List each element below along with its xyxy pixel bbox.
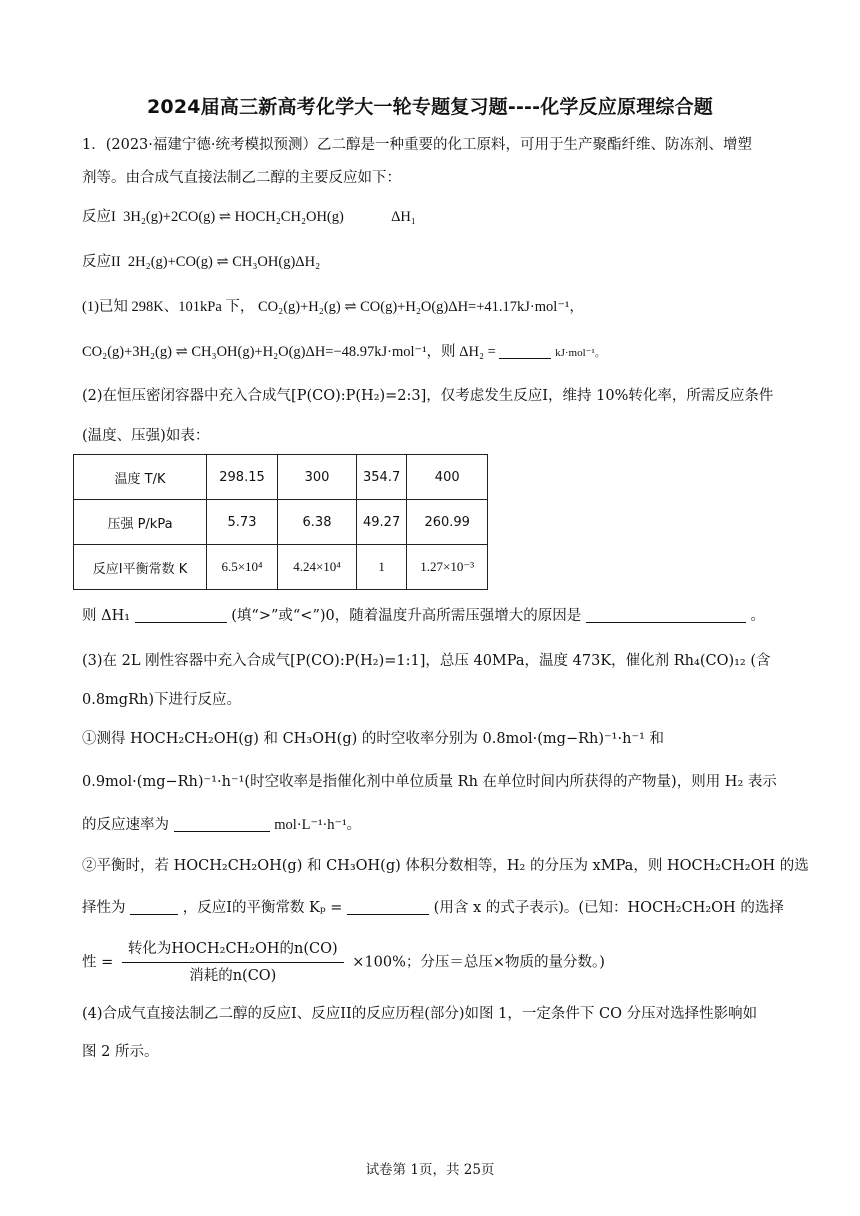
part-2-question	[82, 606, 782, 626]
part-3-line-1: (3)在 2L 刚性容器中充入合成气[P(CO):P(H₂)=1:1]，总压 40MPa，温度 473K，催化剂 Rh₄(CO)₁₂ (含	[82, 653, 771, 669]
answer-blank-sign[interactable]	[135, 606, 227, 623]
reaction-1-label: 反应I	[82, 209, 116, 225]
fraction-denominator: 消耗的n(CO)	[189, 968, 277, 984]
part-2-dh1: 则 ΔH₁	[82, 608, 131, 624]
answer-blank-rate[interactable]	[174, 815, 270, 832]
part-1-equation-1: CO₂(g)+H₂(g) ⇌ CO(g)+H₂O(g)ΔH=+41.17kJ·mol⁻¹，	[258, 299, 584, 315]
table-cell: 6.38	[278, 500, 357, 545]
period: 。	[750, 608, 765, 624]
part-3-line-6: ②平衡时，若 HOCH₂CH₂OH(g) 和 CH₃OH(g) 体积分数相等，H₂ 的分压为 xMPa，则 HOCH₂CH₂OH 的选	[82, 858, 809, 874]
table-cell: 260.99	[407, 500, 488, 545]
table-cell: 400	[407, 455, 488, 500]
part-3-line-7	[82, 898, 782, 918]
answer-blank-reason[interactable]	[586, 606, 746, 623]
part-3-line-2: 0.8mgRh)下进行反应。	[82, 692, 242, 708]
answer-blank-dh2[interactable]	[499, 342, 551, 359]
answer-blank-kp[interactable]	[347, 898, 429, 915]
part-2-line-1: (2)在恒压密闭容器中充入合成气[P(CO):P(H₂)=2:3]，仅考虑发生反应I，维持 10%转化率，所需反应条件	[82, 388, 774, 404]
rate-unit: mol·L⁻¹·h⁻¹。	[274, 817, 362, 833]
page-footer: 试卷第 1页，共 25页	[365, 1162, 495, 1178]
part-1-unit: kJ·mol⁻¹。	[555, 347, 606, 359]
part-1-equation-2: CO₂(g)+3H₂(g) ⇌ CH₃OH(g)+H₂O(g)ΔH=−48.97kJ·mol⁻¹，则 ΔH₂ =	[82, 344, 496, 360]
table-row	[74, 500, 488, 545]
page-title: 2024届高三新高考化学大一轮专题复习题----化学反应原理综合题	[146, 96, 714, 118]
formula-suffix: ×100%；分压＝总压×物质的量分数。)	[352, 954, 605, 971]
part-3-line-4: 0.9mol·(mg−Rh)⁻¹·h⁻¹(时空收率是指催化剂中单位质量 Rh 在单位时间内所获得的产物量)，则用 H₂ 表示	[82, 774, 777, 790]
table-cell: 1	[357, 545, 407, 590]
question-intro-line-2: 剂等。由合成气直接法制乙二醇的主要反应如下：	[82, 170, 401, 186]
fraction-numerator: 转化为HOCH₂CH₂OH的n(CO)	[122, 938, 344, 963]
table-cell: 298.15	[207, 455, 278, 500]
kp-note: (用含 x 的式子表示)。(已知：HOCH₂CH₂OH 的选择	[433, 900, 784, 916]
table-header-cell: 温度 T/K	[74, 455, 207, 500]
part-2-line-2: (温度、压强)如表：	[82, 428, 210, 444]
part-1-intro: (1)已知 298K、101kPa 下，	[82, 299, 255, 315]
table-cell: 300	[278, 455, 357, 500]
reaction-2-equation: 2H₂(g)+CO(g) ⇌ CH₃OH(g)ΔH₂	[127, 254, 321, 270]
answer-blank-selectivity[interactable]	[130, 898, 178, 915]
selectivity-prompt: 择性为	[82, 900, 126, 916]
selectivity-fraction	[122, 938, 344, 987]
reaction-1-dh: ΔH₁	[391, 209, 416, 225]
table-cell: 5.73	[207, 500, 278, 545]
part-4-line-2: 图 2 所示。	[82, 1044, 159, 1060]
table-cell: 4.24×10⁴	[278, 545, 357, 590]
table-header-cell: 压强 P/kPa	[74, 500, 207, 545]
table-cell: 49.27	[357, 500, 407, 545]
table-row	[74, 545, 488, 590]
part-1-line-2	[82, 342, 782, 363]
kp-prompt: ，反应I的平衡常数 Kₚ =	[182, 900, 343, 916]
conditions-table	[73, 454, 488, 590]
table-cell: 6.5×10⁴	[207, 545, 278, 590]
reaction-1-equation: 3H₂(g)+2CO(g) ⇌ HOCH₂CH₂OH(g)	[123, 209, 344, 225]
part-3-line-3: ①测得 HOCH₂CH₂OH(g) 和 CH₃OH(g) 的时空收率分别为 0.8mol·(mg−Rh)⁻¹·h⁻¹ 和	[82, 731, 665, 747]
reaction-2-label: 反应II	[82, 254, 121, 270]
part-4-line-1: (4)合成气直接法制乙二醇的反应I、反应II的反应历程(部分)如图 1，一定条件下 CO 分压对选择性影响如	[82, 1006, 758, 1022]
table-row	[74, 455, 488, 500]
rate-prompt: 的反应速率为	[82, 817, 169, 833]
question-intro-line-1: 1．(2023·福建宁德·统考模拟预测）乙二醇是一种重要的化工原料，可用于生产聚酯纤维、防冻剂、增塑	[82, 137, 752, 153]
selectivity-formula	[82, 938, 782, 987]
part-3-line-5	[82, 815, 782, 835]
table-cell: 354.7	[357, 455, 407, 500]
reaction-2	[82, 252, 782, 272]
formula-prefix: 性 =	[82, 954, 114, 971]
table-cell: 1.27×10⁻³	[407, 545, 488, 590]
part-2-reason-prompt: (填“>”或“<”)0，随着温度升高所需压强增大的原因是	[231, 608, 582, 624]
reaction-1	[82, 207, 782, 227]
table-header-cell: 反应Ⅰ平衡常数 K	[74, 545, 207, 590]
part-1-line-1	[82, 297, 782, 317]
